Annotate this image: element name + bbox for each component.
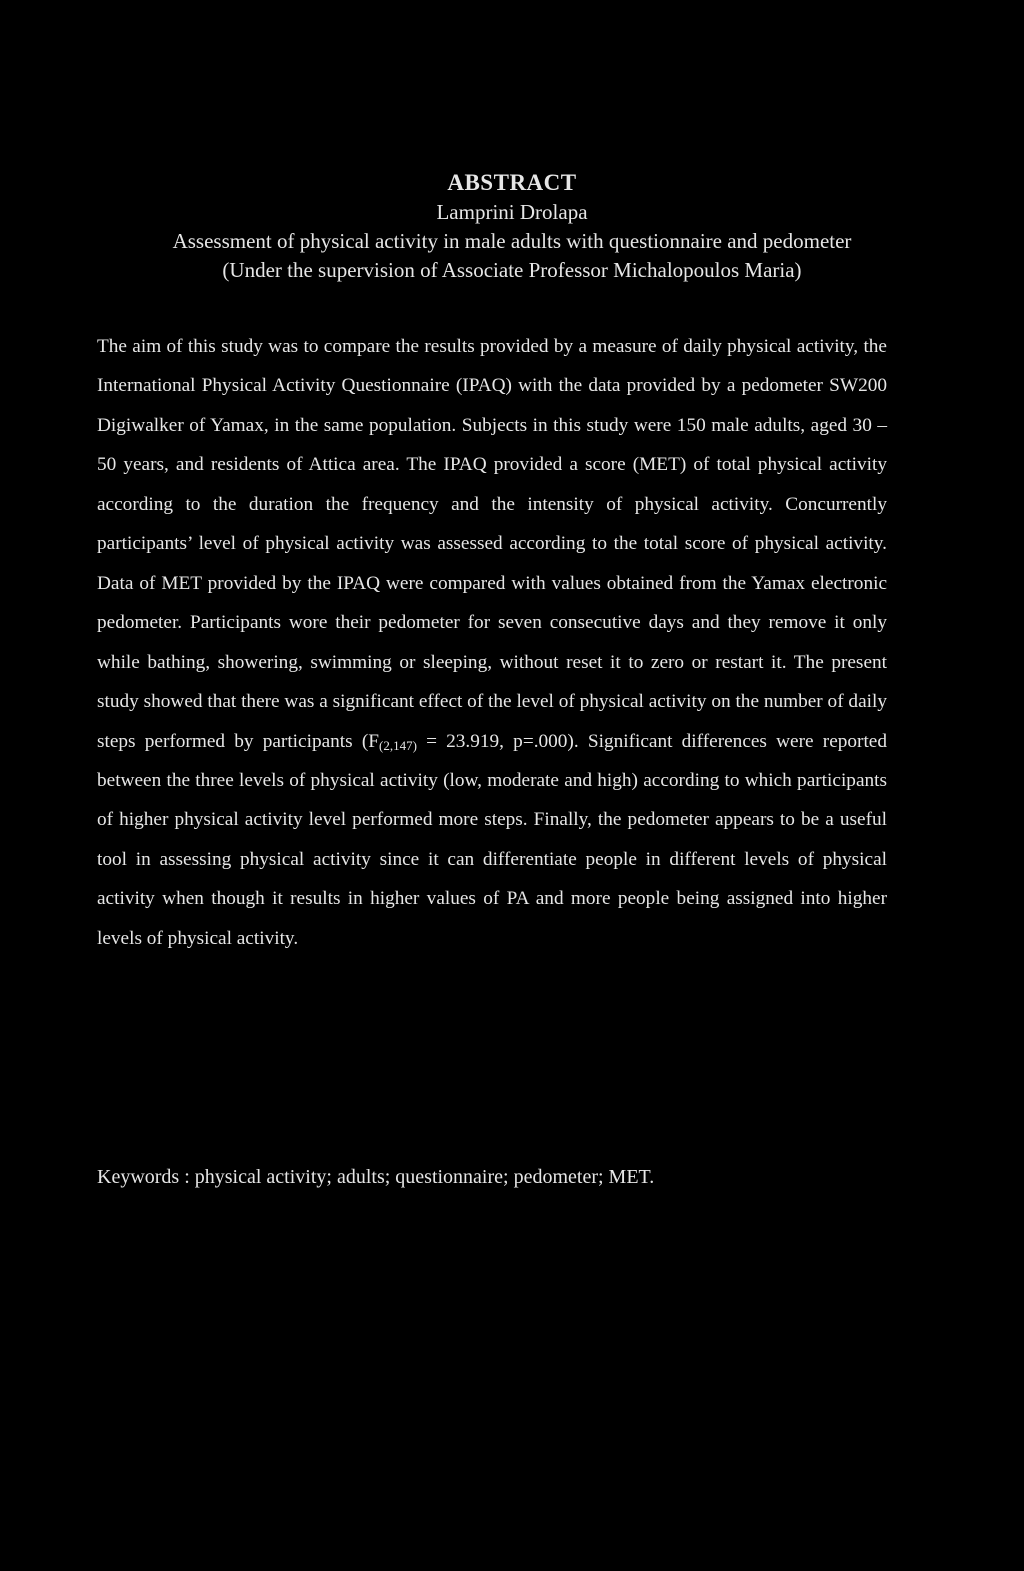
abstract-body	[97, 327, 887, 958]
f-statistic-subscript: (2,147)	[378, 737, 417, 753]
abstract-text-part-1: The aim of this study was to compare the results provided by a measure of daily physical activity, the International Physical Activity Questionnaire (IPAQ) with the data provided by a pedometer SW200 Digiwalker of Yamax, in the same population. Subjects in this study were 150 male adults, aged 30 – 50 years, and residents of Attica area. The IPAQ provided a score (MET) of total physical activity according to the duration the frequency and the intensity of physical activity. Concurrently participants’ level of physical activity was assessed according to the total score of physical activity. Data of MET provided by the IPAQ were compared with values obtained from the Yamax electronic pedometer. Participants wore their pedometer for seven consecutive days and they remove it only while bathing, showering, swimming or sleeping, without reset it to zero or restart it. The present study showed that there was a significant effect of the level of physical activity on the number of daily steps performed by participants (F	[97, 336, 887, 752]
abstract-heading: ABSTRACT	[447, 170, 577, 195]
supervision-note: (Under the supervision of Associate Professor Michalopoulos Maria)	[222, 258, 802, 282]
keywords-line: Keywords : physical activity; adults; questionnaire; pedometer; MET.	[97, 1166, 655, 1188]
thesis-title: Assessment of physical activity in male adults with questionnaire and pedometer	[172, 229, 852, 253]
abstract-text-part-2: = 23.919, p=.000). Significant differences were reported between the three levels of physical activity (low, moderate and high) according to which participants of higher physical activity level performed more steps. Finally, the pedometer appears to be a useful tool in assessing physical activity since it can differentiate people in different levels of physical activity when though it results in higher values of PA and more people being assigned into higher levels of physical activity.	[97, 730, 888, 949]
abstract-header	[0, 168, 1024, 285]
author-name: Lamprini Drolapa	[436, 200, 588, 224]
